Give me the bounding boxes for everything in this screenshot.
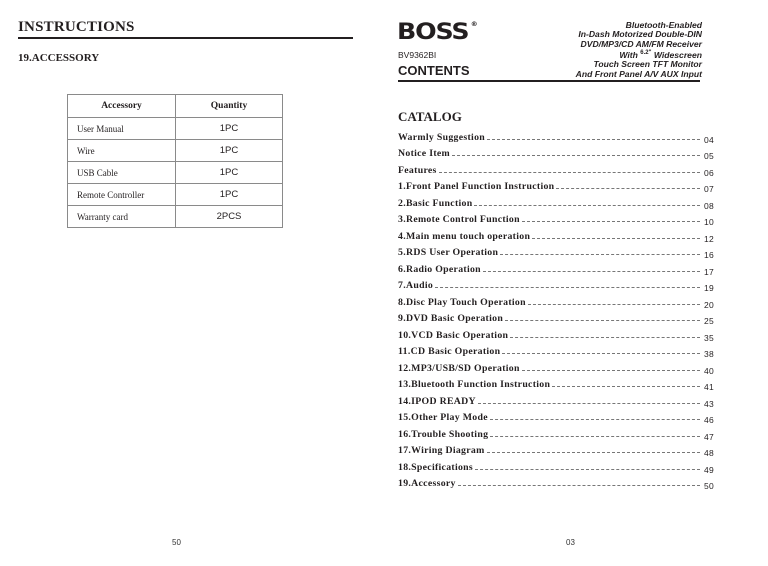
toc-label: 19.Accessory [398, 478, 456, 489]
header-divider [398, 80, 700, 82]
accessory-quantity: 1PC [176, 162, 283, 184]
toc-page: 49 [703, 464, 714, 475]
toc-page: 19 [703, 283, 714, 293]
tagline-fragment: With [619, 50, 641, 61]
toc-label: 6.Radio Operation [398, 263, 481, 275]
accessory-name: User Manual [68, 118, 176, 140]
table-row [68, 162, 283, 184]
table-row [68, 184, 283, 206]
dot-leader [556, 187, 700, 189]
toc-label: 18.Specifications [398, 461, 474, 473]
toc-label: 9.DVD Basic Operation [398, 313, 504, 324]
toc-page: 06 [703, 167, 714, 178]
toc-page: 08 [703, 200, 714, 211]
toc-label: 4.Main menu touch operation [398, 230, 531, 242]
toc-label: 2.Basic Function [398, 197, 473, 209]
title-divider [18, 37, 353, 39]
dot-leader [487, 451, 700, 453]
accessory-name: Remote Controller [68, 184, 176, 206]
tagline-line: In-Dash Motorized Double-DIN [578, 29, 702, 40]
toc-entry[interactable] [398, 209, 714, 226]
accessory-table [67, 94, 283, 228]
toc-page: 40 [703, 365, 714, 376]
toc-page: 47 [703, 431, 714, 442]
toc-entry[interactable] [398, 324, 714, 341]
toc-entry[interactable] [398, 258, 714, 275]
tagline-line: Bluetooth-Enabled [625, 20, 702, 30]
accessory-quantity: 1PC [176, 184, 283, 206]
toc-page: 41 [703, 382, 714, 392]
dot-leader [500, 253, 700, 255]
brand-logo [397, 22, 477, 44]
toc-label: 14.IPOD READY [398, 395, 476, 407]
table-of-contents [398, 126, 714, 489]
toc-entry[interactable] [398, 390, 714, 407]
toc-page: 04 [703, 134, 714, 145]
toc-page: 46 [703, 415, 714, 425]
brand-name: BOSS [397, 20, 469, 45]
toc-label: 10.VCD Basic Operation [398, 329, 509, 341]
dot-leader [483, 270, 700, 272]
dot-leader [552, 385, 700, 387]
toc-entry[interactable] [398, 308, 714, 325]
model-number: BV9362BI [398, 50, 437, 60]
left-page-number: 50 [172, 538, 181, 547]
dot-leader [439, 171, 700, 173]
toc-entry[interactable] [398, 143, 714, 160]
toc-entry[interactable] [398, 473, 714, 490]
toc-entry[interactable] [398, 192, 714, 209]
toc-label: Notice Item [398, 148, 450, 159]
toc-label: 12.MP3/USB/SD Operation [398, 362, 520, 374]
toc-entry[interactable] [398, 407, 714, 424]
dot-leader [490, 418, 700, 420]
table-row [68, 206, 283, 228]
dot-leader [505, 319, 700, 321]
toc-label: 16.Trouble Shooting [398, 428, 489, 440]
section-title: INSTRUCTIONS [18, 19, 135, 35]
dot-leader [478, 402, 700, 404]
registered-mark: ® [470, 21, 477, 28]
accessory-name: Warranty card [68, 206, 176, 228]
tagline-line: Touch Screen TFT Monitor [593, 59, 702, 70]
toc-entry[interactable] [398, 225, 714, 242]
tagline-fragment: Widescreen [651, 50, 702, 61]
toc-entry[interactable] [398, 440, 714, 457]
right-page-number: 03 [566, 538, 575, 547]
column-header-accessory: Accessory [68, 95, 176, 118]
contents-heading: CONTENTS [398, 63, 470, 78]
toc-label: 11.CD Basic Operation [398, 346, 501, 357]
toc-label: 1.Front Panel Function Instruction [398, 181, 555, 192]
accessory-quantity: 2PCS [176, 206, 283, 228]
toc-page: 20 [703, 299, 714, 310]
accessory-quantity: 1PC [176, 118, 283, 140]
dot-leader [458, 484, 700, 486]
toc-label: 17.Wiring Diagram [398, 445, 485, 456]
toc-entry[interactable] [398, 357, 714, 374]
dot-leader [532, 237, 700, 239]
toc-page: 25 [703, 316, 714, 326]
dot-leader [522, 220, 700, 222]
toc-entry[interactable] [398, 291, 714, 308]
toc-page: 35 [703, 332, 714, 343]
subsection-title: 19.ACCESSORY [18, 52, 100, 64]
toc-page: 12 [703, 233, 714, 244]
dot-leader [510, 336, 700, 338]
toc-page: 50 [703, 481, 714, 491]
toc-label: Features [398, 164, 437, 176]
toc-entry[interactable] [398, 341, 714, 358]
toc-label: 5.RDS User Operation [398, 247, 499, 258]
accessory-quantity: 1PC [176, 140, 283, 162]
toc-page: 38 [703, 349, 714, 359]
dot-leader [502, 352, 700, 354]
screen-size: 6.2" [640, 50, 652, 57]
dot-leader [490, 435, 700, 437]
toc-entry[interactable] [398, 423, 714, 440]
toc-page: 43 [703, 398, 714, 409]
catalog-title: CATALOG [398, 109, 462, 124]
toc-entry[interactable] [398, 374, 714, 391]
dot-leader [487, 138, 700, 140]
toc-label: 8.Disc Play Touch Operation [398, 296, 526, 308]
dot-leader [474, 204, 700, 206]
toc-label: 7.Audio [398, 280, 434, 291]
table-header-row [68, 95, 283, 118]
toc-entry[interactable] [398, 159, 714, 176]
dot-leader [452, 154, 700, 156]
column-header-quantity: Quantity [176, 95, 283, 118]
toc-label: 15.Other Play Mode [398, 412, 488, 423]
toc-label: Warmly Suggestion [398, 131, 486, 143]
table-row [68, 118, 283, 140]
toc-page: 16 [703, 250, 714, 260]
accessory-name: USB Cable [68, 162, 176, 184]
toc-entry[interactable] [398, 126, 714, 143]
dot-leader [522, 369, 700, 371]
toc-label: 3.Remote Control Function [398, 214, 520, 225]
dot-leader [528, 303, 700, 305]
toc-entry[interactable] [398, 456, 714, 473]
tagline-line: And Front Panel A/V AUX Input [575, 68, 702, 79]
dot-leader [435, 286, 700, 288]
toc-entry[interactable] [398, 275, 714, 292]
tagline-line: DVD/MP3/CD AM/FM Receiver [580, 38, 702, 49]
product-tagline [576, 21, 702, 79]
toc-page: 07 [703, 184, 714, 194]
toc-page: 48 [703, 448, 714, 458]
toc-label: 13.Bluetooth Function Instruction [398, 379, 551, 390]
table-row [68, 140, 283, 162]
toc-page: 10 [703, 217, 714, 227]
toc-entry[interactable] [398, 242, 714, 259]
toc-entry[interactable] [398, 176, 714, 193]
toc-page: 17 [703, 266, 714, 277]
accessory-name: Wire [68, 140, 176, 162]
toc-page: 05 [703, 151, 714, 161]
dot-leader [475, 468, 700, 470]
